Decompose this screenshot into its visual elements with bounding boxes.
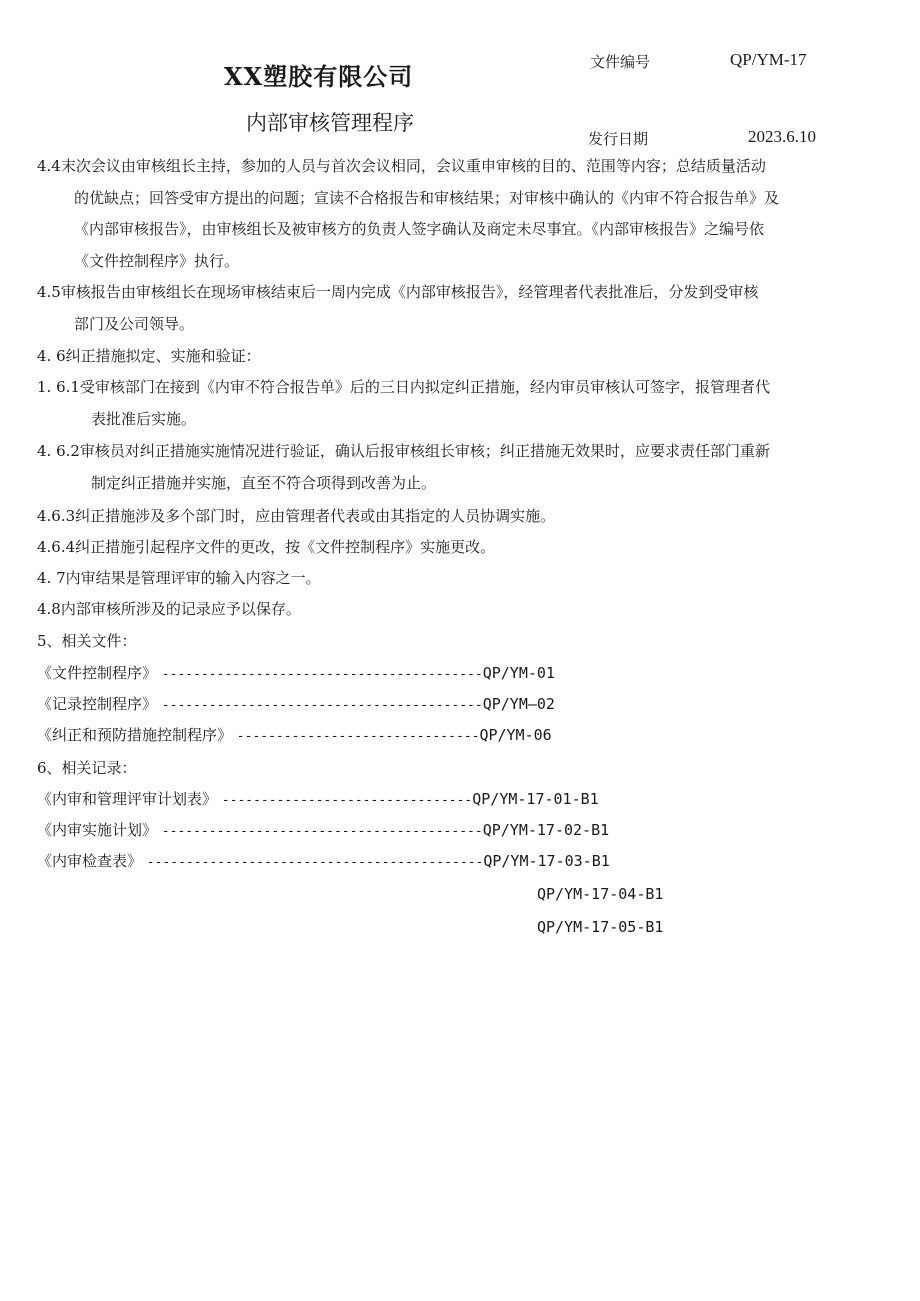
leader-dashes: ------------------------------------------- bbox=[146, 855, 484, 870]
related-record-code: QP/YM-17-02-B1 bbox=[482, 821, 610, 839]
clause-4-6-3: 4.6.3纠正措施涉及多个部门时，应由管理者代表或由其指定的人员协调实施。 bbox=[37, 507, 556, 525]
related-record-name: 《内审和管理评审计划表》 bbox=[37, 790, 218, 808]
doc-number-label: 文件编号 bbox=[590, 53, 651, 71]
issue-date-value: 2023.6.10 bbox=[748, 127, 816, 146]
clause-4-7: 4. 7内审结果是管理评审的输入内容之一。 bbox=[37, 569, 321, 587]
clause-4-4-line: 《文件控制程序》执行。 bbox=[74, 251, 240, 270]
related-record-code: QP/YM-17-01-B1 bbox=[472, 790, 599, 808]
clause-4-4-line: 4.4末次会议由审核组长主持，参加的人员与首次会议相同，会议重申审核的目的、范围等内容；总结质量活动 bbox=[37, 157, 766, 175]
clause-4-5-line: 4.5审核报告由审核组长在现场审核结束后一周内完成《内部审核报告》，经管理者代表批准后，分发到受审核 bbox=[37, 283, 759, 301]
related-doc-code: QP/YM-01 bbox=[482, 664, 555, 682]
procedure-title: 内部审核管理程序 bbox=[246, 111, 414, 135]
clause-4-6: 4. 6纠正措施拟定、实施和验证： bbox=[37, 347, 261, 365]
related-doc-name: 《记录控制程序》 bbox=[37, 695, 158, 713]
related-record-code: QP/YM-17-03-B1 bbox=[483, 852, 610, 870]
related-record-row bbox=[37, 788, 599, 809]
clause-4-6-1 bbox=[37, 372, 887, 435]
clause-4-6-1-line: 1. 6.1受审核部门在接到《内审不符合报告单》后的三日内拟定纠正措施，经内审员审核认可签字，报管理者代 bbox=[37, 378, 770, 396]
related-record-row bbox=[37, 819, 609, 840]
leader-dashes: ----------------------------------------- bbox=[161, 698, 483, 713]
clause-4-5-line: 部门及公司领导。 bbox=[74, 314, 195, 333]
related-doc-row bbox=[37, 693, 555, 714]
clause-4-8: 4.8内部审核所涉及的记录应予以保存。 bbox=[37, 600, 301, 618]
clause-4-6-2-line: 制定纠正措施并实施，直至不符合项得到改善为止。 bbox=[91, 473, 437, 492]
related-doc-name: 《文件控制程序》 bbox=[37, 664, 158, 682]
issue-date-label: 发行日期 bbox=[588, 130, 649, 148]
clause-4-6-1-line: 表批准后实施。 bbox=[91, 409, 197, 428]
clause-4-6-4: 4.6.4纠正措施引起程序文件的更改，按《文件控制程序》实施更改。 bbox=[37, 538, 496, 556]
related-doc-row bbox=[37, 662, 555, 683]
company-name: XX塑胶有限公司 bbox=[224, 62, 414, 91]
doc-number-value: QP/YM-17 bbox=[730, 50, 807, 69]
clause-4-4 bbox=[37, 151, 887, 277]
related-record-code: QP/YM-17-05-B1 bbox=[537, 918, 664, 936]
related-record-code: QP/YM-17-04-B1 bbox=[537, 885, 664, 903]
leader-dashes: ----------------------------------------- bbox=[161, 667, 483, 682]
leader-dashes: ------------------------------- bbox=[236, 729, 480, 744]
leader-dashes: -------------------------------- bbox=[221, 793, 473, 808]
leader-dashes: ----------------------------------------- bbox=[161, 824, 483, 839]
clause-4-4-line: 的优缺点；回答受审方提出的问题；宣读不合格报告和审核结果；对审核中确认的《内审不符合报告单》及 bbox=[74, 188, 780, 207]
related-records-heading: 6、相关记录： bbox=[37, 759, 137, 777]
related-record-row bbox=[37, 850, 610, 871]
related-docs-heading: 5、相关文件： bbox=[37, 632, 137, 650]
related-doc-code: QP/YM—02 bbox=[482, 695, 555, 713]
related-doc-code: QP/YM-06 bbox=[479, 726, 552, 744]
related-doc-row bbox=[37, 724, 552, 745]
related-record-name: 《内审检查表》 bbox=[37, 852, 143, 870]
clause-4-6-2-line: 4. 6.2审核员对纠正措施实施情况进行验证，确认后报审核组长审核；纠正措施无效果时，应要求责任部门重新 bbox=[37, 442, 770, 460]
clause-4-5 bbox=[37, 277, 887, 340]
clause-4-6-2 bbox=[37, 436, 887, 499]
related-record-name: 《内审实施计划》 bbox=[37, 821, 158, 839]
clause-4-4-line: 《内部审核报告》，由审核组长及被审核方的负责人签字确认及商定未尽事宜。《内部审核报告》之编号依 bbox=[74, 220, 765, 238]
related-doc-name: 《纠正和预防措施控制程序》 bbox=[37, 726, 233, 744]
